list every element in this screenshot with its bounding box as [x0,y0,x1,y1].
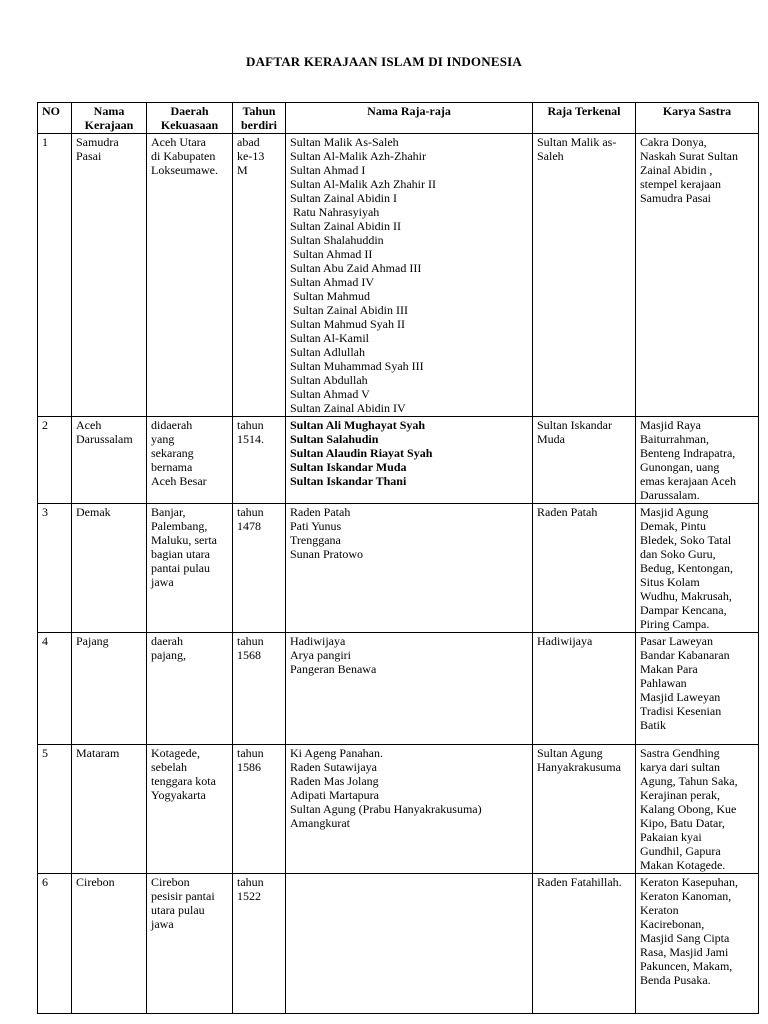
header-nama-kerajaan: Nama Kerajaan [72,103,147,134]
cell-no: 6 [38,874,72,1014]
raja-list [290,135,528,415]
raja-list [290,418,528,488]
cell-raja-terkenal: Sultan Agung Hanyakrakusuma [533,745,636,874]
cell-no: 3 [38,504,72,633]
header-no: NO [38,103,72,134]
raja-list-item: Sultan Ahmad IV [290,275,374,289]
cell-nama-raja-raja [286,504,533,633]
cell-karya-sastra: Masjid Raya Baiturrahman, Benteng Indrapatra, Gunongan, uang emas kerajaan Aceh Darussalam. [636,417,759,504]
cell-raja-terkenal: Sultan Malik as- Saleh [533,134,636,417]
raja-list-item: Sultan Zainal Abidin III [290,303,408,317]
cell-nama-raja-raja [286,134,533,417]
header-nama-raja-raja: Nama Raja-raja [286,103,533,134]
raja-list-item: Sultan Al-Malik Azh Zhahir II [290,177,436,191]
cell-tahun-berdiri: abad ke-13 M [233,134,286,417]
raja-list-item: Pangeran Benawa [290,662,377,676]
raja-list-item: Adipati Martapura [290,788,379,802]
cell-daerah-kekuasaan: Aceh Utara di Kabupaten Lokseumawe. [147,134,233,417]
raja-list-item: Sultan Al-Malik Azh-Zhahir [290,149,426,163]
cell-nama-kerajaan: Aceh Darussalam [72,417,147,504]
raja-list-item: Sultan Abdullah [290,373,368,387]
header-tahun-berdiri: Tahun berdiri [233,103,286,134]
raja-list-item: Raden Sutawijaya [290,760,377,774]
raja-list-item: Sultan Ahmad I [290,163,366,177]
cell-no: 4 [38,633,72,745]
raja-list-item: Arya pangiri [290,648,351,662]
cell-daerah-kekuasaan: Cirebon pesisir pantai utara pulau jawa [147,874,233,1014]
raja-list-item: Sultan Ahmad V [290,387,370,401]
raja-list-item: Trenggana [290,533,341,547]
cell-nama-raja-raja [286,745,533,874]
cell-karya-sastra: Sastra Gendhing karya dari sultan Agung, Tahun Saka, Kerajinan perak, Kalang Obong, Kue Kipo, Batu Datar, Pakaian kyai Gundhil, Gapura Makan Kotagede. [636,745,759,874]
cell-daerah-kekuasaan: Banjar, Palembang, Maluku, serta bagian utara pantai pulau jawa [147,504,233,633]
table-row [38,504,759,633]
raja-list-item: Raden Patah [290,505,351,519]
raja-list-item: Raden Mas Jolang [290,774,379,788]
table-row [38,745,759,874]
table-row [38,417,759,504]
raja-list-item: Sultan Salahudin [290,432,379,446]
cell-tahun-berdiri: tahun 1478 [233,504,286,633]
table-header-row [38,103,759,134]
table-row [38,633,759,745]
cell-no: 2 [38,417,72,504]
raja-list-item: Hadiwijaya [290,634,346,648]
cell-daerah-kekuasaan: didaerah yang sekarang bernama Aceh Besar [147,417,233,504]
cell-no: 1 [38,134,72,417]
cell-tahun-berdiri: tahun 1568 [233,633,286,745]
raja-list-item: Sultan Mahmud [290,289,370,303]
cell-nama-kerajaan: Cirebon [72,874,147,1014]
cell-karya-sastra: Keraton Kasepuhan, Keraton Kanoman, Keraton Kacirebonan, Masjid Sang Cipta Rasa, Masjid Jami Pakuncen, Makam, Benda Pusaka. [636,874,759,1014]
raja-list-item: Sultan Malik As-Saleh [290,135,399,149]
raja-list-item: Pati Yunus [290,519,342,533]
table-body [38,134,759,1014]
table-row [38,874,759,1014]
raja-list-item: Sultan Iskandar Thani [290,474,407,488]
raja-list-item: Sultan Mahmud Syah II [290,317,405,331]
header-raja-terkenal: Raja Terkenal [533,103,636,134]
cell-karya-sastra: Masjid Agung Demak, Pintu Bledek, Soko Tatal dan Soko Guru, Bedug, Kentongan, Situs Kolam Wudhu, Makrusah, Dampar Kencana, Piring Campa. [636,504,759,633]
cell-karya-sastra: Cakra Donya, Naskah Surat Sultan Zainal Abidin , stempel kerajaan Samudra Pasai [636,134,759,417]
raja-list-item: Sultan Adlullah [290,345,365,359]
cell-nama-raja-raja [286,633,533,745]
cell-raja-terkenal: Raden Patah [533,504,636,633]
cell-no: 5 [38,745,72,874]
cell-nama-kerajaan: Pajang [72,633,147,745]
cell-tahun-berdiri: tahun 1522 [233,874,286,1014]
raja-list-item: Sultan Zainal Abidin I [290,191,397,205]
raja-list-item: Sultan Al-Kamil [290,331,369,345]
raja-list-item: Sultan Muhammad Syah III [290,359,424,373]
raja-list [290,634,528,676]
raja-list-item: Sultan Ali Mughayat Syah [290,418,426,432]
cell-nama-kerajaan: Mataram [72,745,147,874]
raja-list-item: Sultan Shalahuddin [290,233,384,247]
raja-list-item: Sultan Iskandar Muda [290,460,407,474]
cell-nama-kerajaan: Samudra Pasai [72,134,147,417]
raja-list-item: Ratu Nahrasyiyah [290,205,380,219]
raja-list-item: Sunan Pratowo [290,547,363,561]
raja-list-item: Sultan Alaudin Riayat Syah [290,446,433,460]
raja-list-item: Sultan Ahmad II [290,247,373,261]
raja-list-item: Sultan Zainal Abidin IV [290,401,406,415]
raja-list-item: Amangkurat [290,816,350,830]
cell-raja-terkenal: Hadiwijaya [533,633,636,745]
raja-list-item: Sultan Zainal Abidin II [290,219,401,233]
cell-tahun-berdiri: tahun 1514. [233,417,286,504]
cell-nama-kerajaan: Demak [72,504,147,633]
raja-list-item: Sultan Agung (Prabu Hanyakrakusuma) [290,802,482,816]
header-daerah-kekuasaan: Daerah Kekuasaan [147,103,233,134]
cell-tahun-berdiri: tahun 1586 [233,745,286,874]
cell-nama-raja-raja [286,417,533,504]
raja-list [290,746,528,830]
cell-raja-terkenal: Sultan Iskandar Muda [533,417,636,504]
raja-list-item: Sultan Abu Zaid Ahmad III [290,261,422,275]
cell-raja-terkenal: Raden Fatahillah. [533,874,636,1014]
page-title: DAFTAR KERAJAAN ISLAM DI INDONESIA [246,54,522,69]
cell-daerah-kekuasaan: daerah pajang, [147,633,233,745]
cell-nama-raja-raja [286,874,533,1014]
raja-list-item: Ki Ageng Panahan. [290,746,383,760]
raja-list [290,505,528,561]
header-karya-sastra: Karya Sastra [636,103,759,134]
cell-daerah-kekuasaan: Kotagede, sebelah tenggara kota Yogyakarta [147,745,233,874]
table-row [38,134,759,417]
kerajaan-table [37,102,759,1014]
cell-karya-sastra: Pasar Laweyan Bandar Kabanaran Makan Para Pahlawan Masjid Laweyan Tradisi Kesenian Batik [636,633,759,745]
